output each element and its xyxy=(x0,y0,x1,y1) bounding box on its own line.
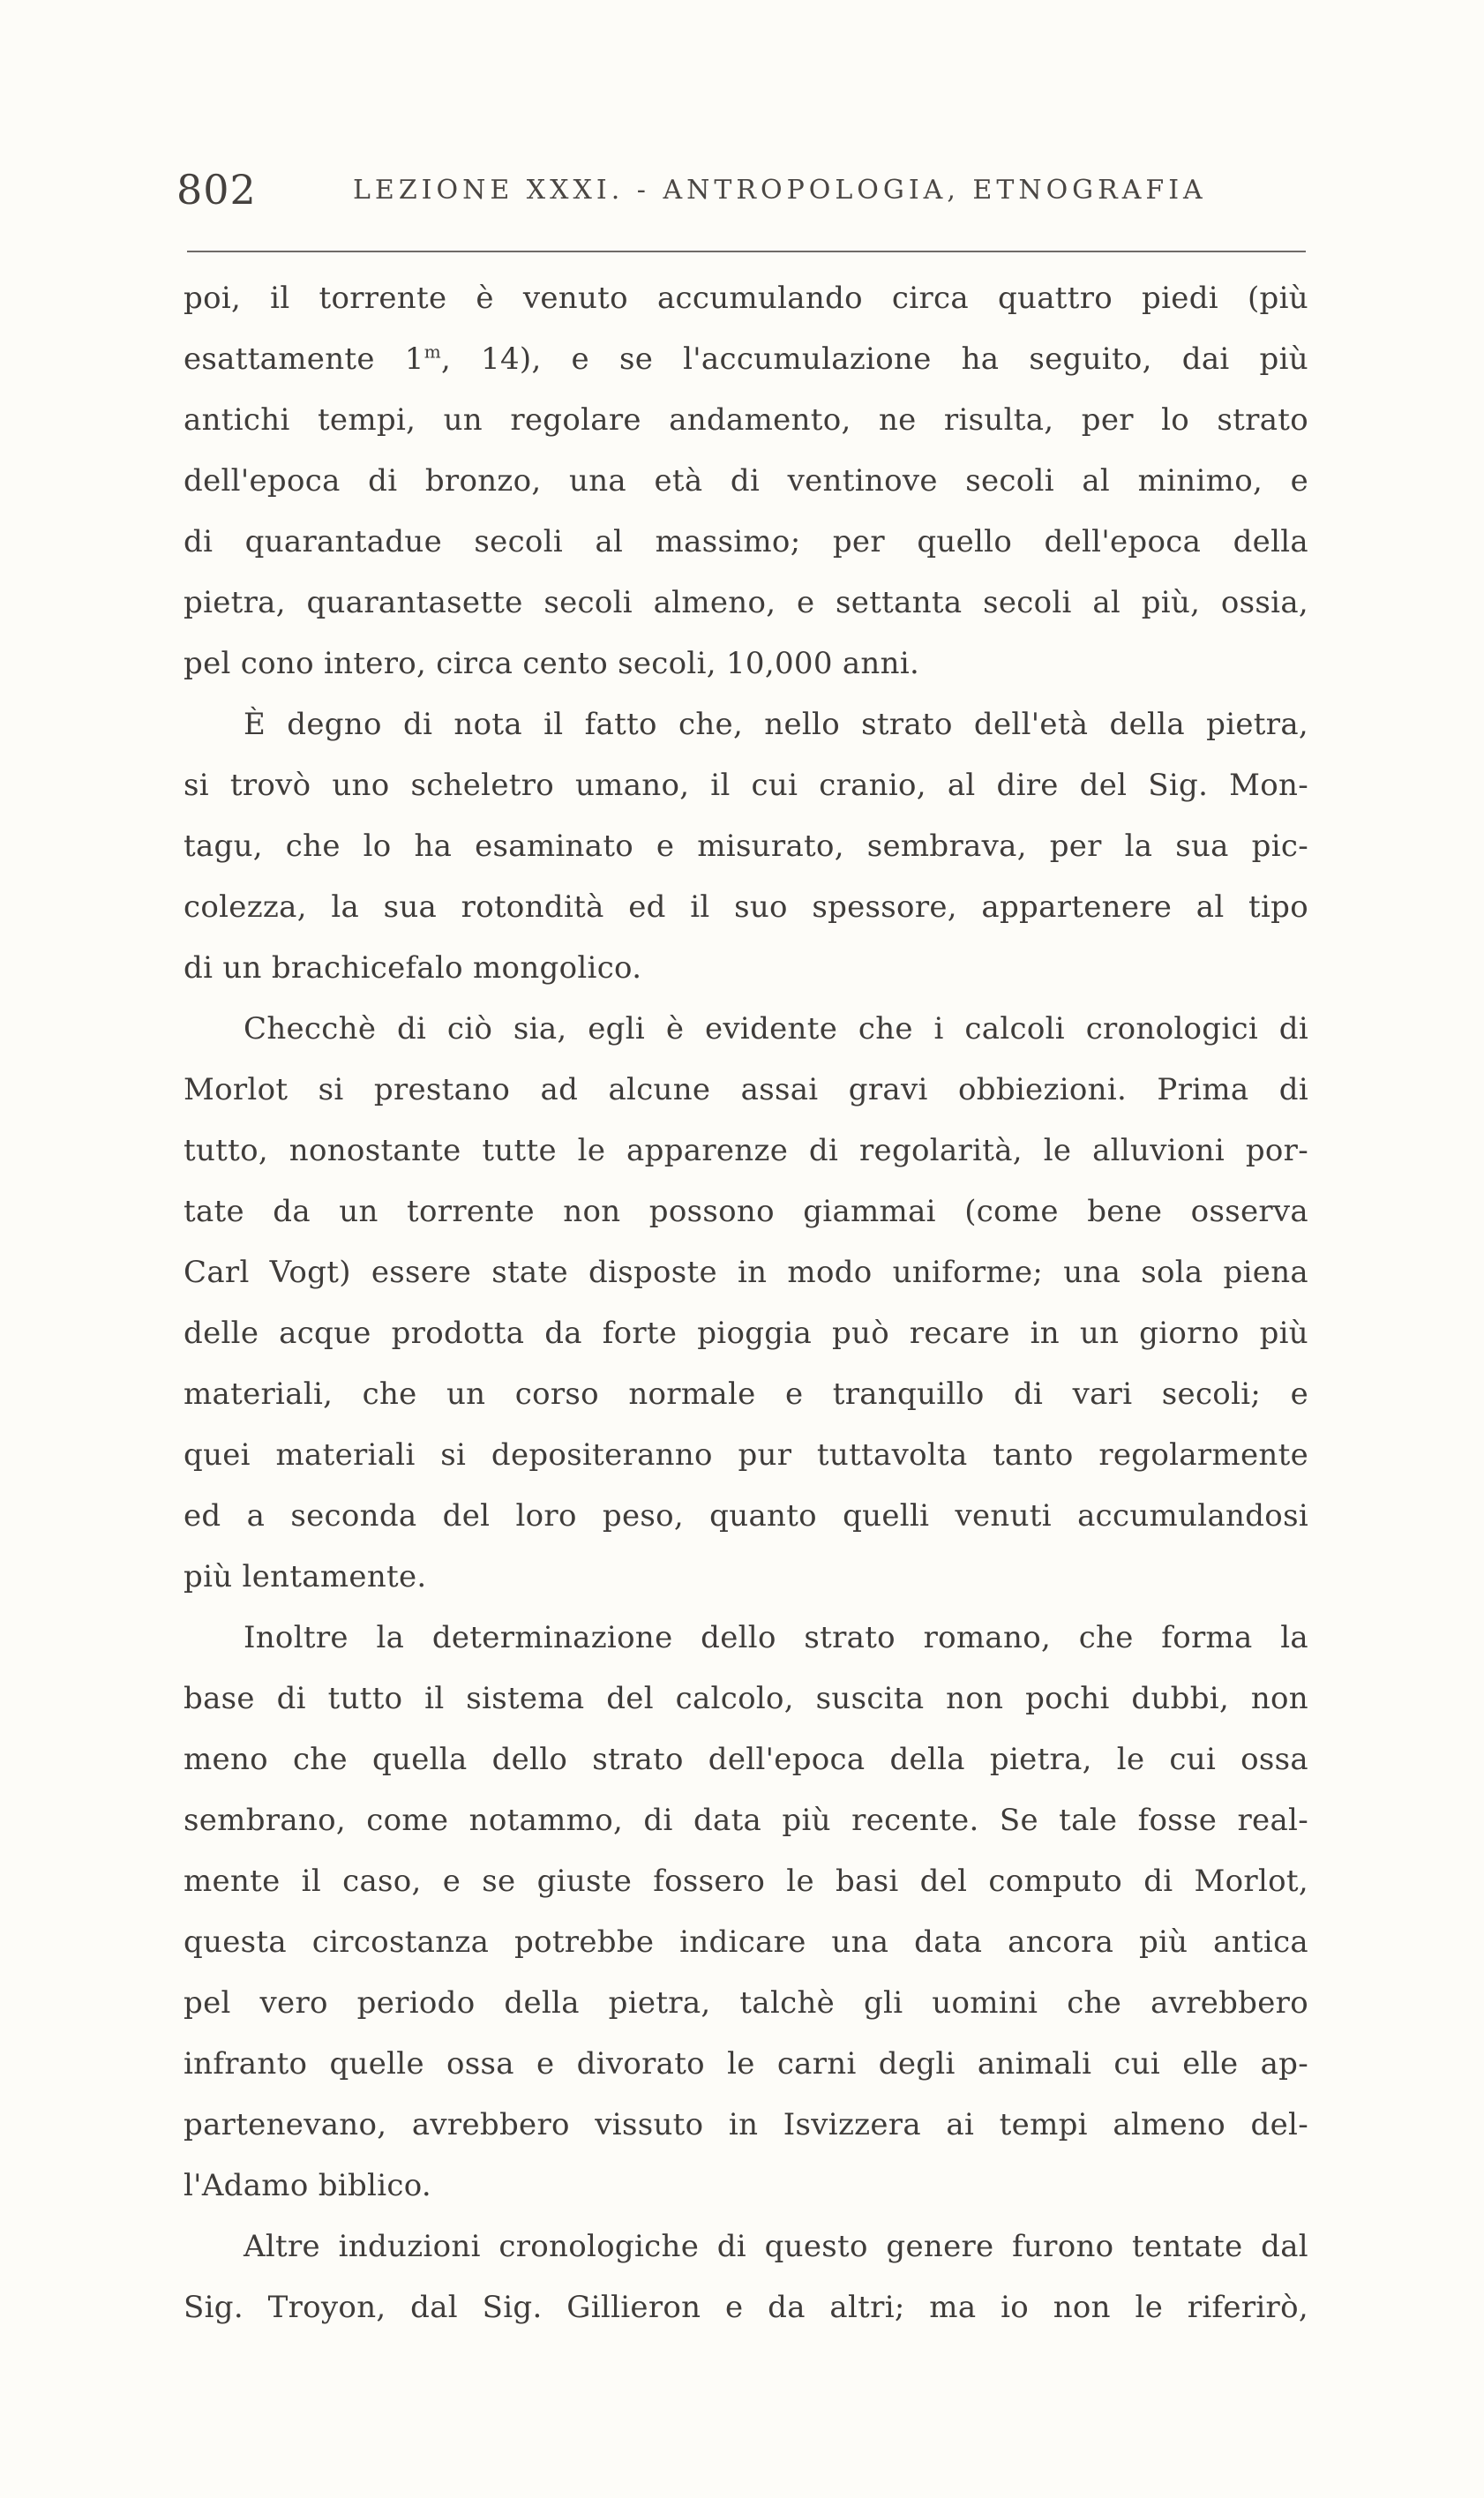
running-title: LEZIONE XXXI. - ANTROPOLOGIA, ETNOGRAFIA xyxy=(353,175,1207,206)
text-line: Carl Vogt) essere state disposte in modo uniforme; una sola piena xyxy=(184,1255,1308,1290)
text-line: mente il caso, e se giuste fossero le basi del computo di Morlot, xyxy=(184,1864,1308,1899)
body-text xyxy=(184,268,1308,2338)
text-line: tate da un torrente non possono giammai (come bene osserva xyxy=(184,1194,1308,1229)
text-line: dell'epoca di bronzo, una età di ventinove secoli al minimo, e xyxy=(184,463,1308,499)
text-line: si trovò uno scheletro umano, il cui cranio, al dire del Sig. Mon- xyxy=(184,768,1308,803)
text-line: pel cono intero, circa cento secoli, 10,000 anni. xyxy=(184,646,920,681)
text-line: questa circostanza potrebbe indicare una data ancora più antica xyxy=(184,1924,1308,1960)
text-line: infranto quelle ossa e divorato le carni degli animali cui elle ap- xyxy=(184,2046,1308,2082)
text-line: Inoltre la determinazione dello strato romano, che forma la xyxy=(244,1620,1308,1655)
text-line: ed a seconda del loro peso, quanto quelli venuti accumulandosi xyxy=(184,1498,1308,1534)
text-line: tagu, che lo ha esaminato e misurato, sembrava, per la sua pic- xyxy=(184,829,1308,864)
unit-superscript: m xyxy=(423,341,441,363)
page-number: 802 xyxy=(176,166,257,214)
text-line: sembrano, come notammo, di data più recente. Se tale fosse real- xyxy=(184,1803,1308,1838)
text-line: di un brachicefalo mongolico. xyxy=(184,950,642,986)
text-line: Sig. Troyon, dal Sig. Gillieron e da altri; ma io non le riferirò, xyxy=(184,2290,1308,2325)
text-line: meno che quella dello strato dell'epoca della pietra, le cui ossa xyxy=(184,1742,1308,1777)
page-header xyxy=(176,166,1297,219)
text-line: più lentamente. xyxy=(184,1559,427,1594)
text-line: Checchè di ciò sia, egli è evidente che i calcoli cronologici di xyxy=(244,1011,1308,1046)
text-line: pietra, quarantasette secoli almeno, e settanta secoli al più, ossia, xyxy=(184,585,1308,620)
text-line: materiali, che un corso normale e tranquillo di vari secoli; e xyxy=(184,1377,1308,1412)
text-line-part: esattamente 1 xyxy=(184,341,424,377)
text-line: tutto, nonostante tutte le apparenze di regolarità, le alluvioni por- xyxy=(184,1133,1308,1168)
text-line: antichi tempi, un regolare andamento, ne risulta, per lo strato xyxy=(184,402,1308,438)
text-line: di quarantadue secoli al massimo; per quello dell'epoca della xyxy=(184,524,1308,559)
text-line: colezza, la sua rotondità ed il suo spessore, appartenere al tipo xyxy=(184,889,1308,925)
text-line xyxy=(184,329,1308,390)
text-line: quei materiali si depositeranno pur tuttavolta tanto regolarmente xyxy=(184,1437,1308,1473)
text-line: delle acque prodotta da forte pioggia può recare in un giorno più xyxy=(184,1316,1308,1351)
text-line: l'Adamo biblico. xyxy=(184,2168,431,2203)
text-line: partenevano, avrebbero vissuto in Isvizzera ai tempi almeno del- xyxy=(184,2107,1308,2142)
text-line: poi, il torrente è venuto accumulando circa quattro piedi (più xyxy=(184,281,1308,316)
text-line: È degno di nota il fatto che, nello strato dell'età della pietra, xyxy=(244,707,1308,742)
header-rule xyxy=(187,251,1306,252)
text-line: base di tutto il sistema del calcolo, suscita non pochi dubbi, non xyxy=(184,1681,1308,1716)
text-line-part: , 14), e se l'accumulazione ha seguito, dai più xyxy=(440,341,1308,377)
text-line: Altre induzioni cronologiche di questo genere furono tentate dal xyxy=(244,2229,1308,2264)
text-line: pel vero periodo della pietra, talchè gli uomini che avrebbero xyxy=(184,1985,1308,2021)
text-line: Morlot si prestano ad alcune assai gravi obbiezioni. Prima di xyxy=(184,1072,1308,1107)
